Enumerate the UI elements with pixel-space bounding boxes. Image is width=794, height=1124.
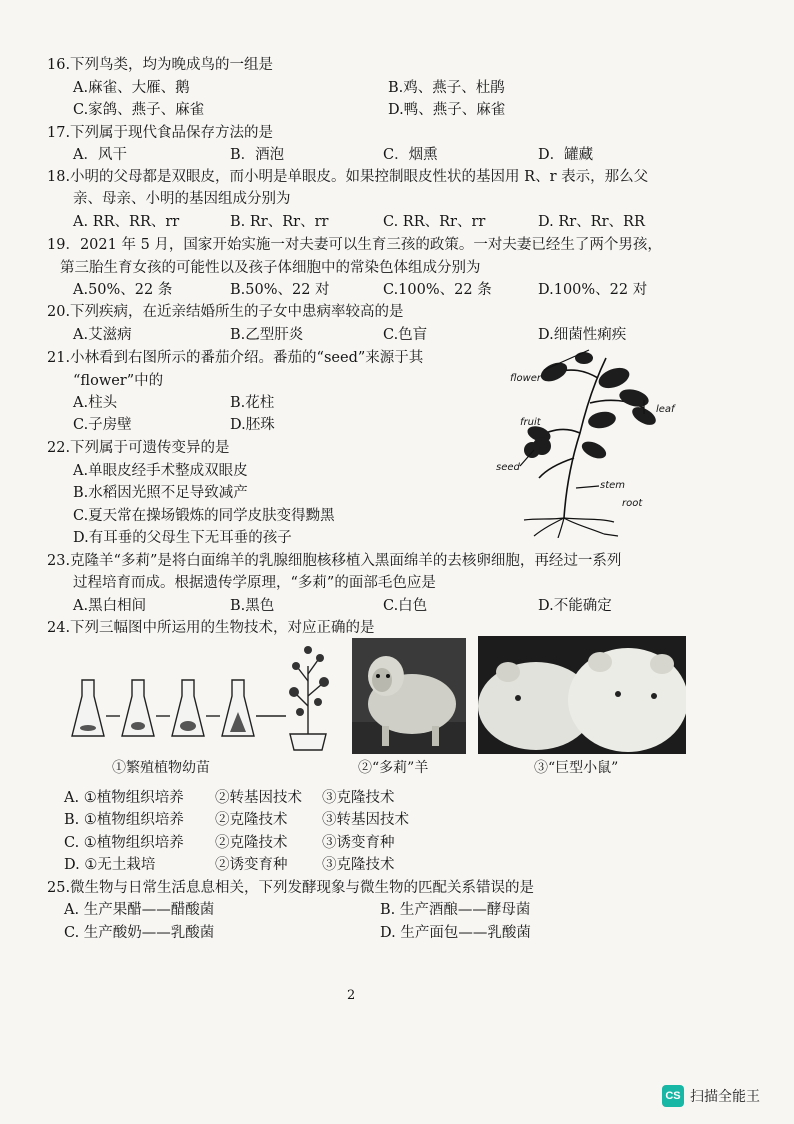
question-18-stem: 18.小明的父母都是双眼皮，而小明是单眼皮。如果控制眼皮性状的基因用 R、r 表示，那么父 (47, 169, 649, 185)
q19-option-a: A.50%、22 条 (73, 282, 173, 298)
q24-option-d-2: ②诱变育种 (215, 857, 288, 873)
q24-option-b-3: ③转基因技术 (322, 812, 409, 828)
q23-option-a: A.黑白相间 (73, 598, 147, 614)
question-24-stem: 24.下列三幅图中所运用的生物技术，对应正确的是 (47, 620, 375, 636)
question-16-stem: 16.下列鸟类，均为晚成鸟的一组是 (47, 57, 274, 73)
q20-option-b: B.乙型肝炎 (230, 327, 304, 343)
q24-option-a-2: ②转基因技术 (215, 790, 302, 806)
camscanner-logo-icon: CS (662, 1085, 684, 1107)
q23-option-d: D.不能确定 (538, 598, 612, 614)
q25-option-c: C. 生产酸奶——乳酸菌 (64, 925, 215, 941)
question-18-stem-line2: 亲、母亲、小明的基因组成分别为 (73, 191, 291, 207)
q16-option-c: C.家鸽、燕子、麻雀 (73, 102, 205, 118)
q17-option-b: B．酒泡 (230, 147, 285, 163)
q21-option-b: B.花柱 (230, 395, 275, 411)
tomato-label-stem: stem (600, 480, 626, 491)
q20-option-c: C.色盲 (383, 327, 428, 343)
q22-option-c: C.夏天常在操场锻炼的同学皮肤变得黝黑 (73, 508, 335, 524)
q24-option-d-3: ③克隆技术 (322, 857, 395, 873)
figure1-caption: ①繁殖植物幼苗 (112, 760, 210, 776)
q18-option-d: D. Rr、Rr、RR (538, 214, 645, 230)
q22-option-a: A.单眼皮经手术整成双眼皮 (73, 463, 248, 479)
tomato-label-fruit: fruit (520, 417, 541, 428)
question-21-stem: 21.小林看到右图所示的番茄介绍。番茄的“seed”来源于其 (47, 350, 424, 366)
q24-option-d-1: D. ①无土栽培 (64, 857, 156, 873)
tomato-label-root: root (622, 498, 643, 509)
question-17-stem: 17.下列属于现代食品保存方法的是 (47, 125, 274, 141)
q19-option-b: B.50%、22 对 (230, 282, 330, 298)
camscanner-watermark (662, 1085, 760, 1107)
tomato-label-leaf: leaf (656, 404, 675, 415)
q21-option-a: A.柱头 (73, 395, 118, 411)
camscanner-text: 扫描全能王 (690, 1089, 760, 1105)
figure2-caption: ②“多莉”羊 (358, 760, 429, 776)
q20-option-a: A.艾滋病 (73, 327, 132, 343)
q17-option-a: A．风干 (73, 147, 127, 163)
q22-option-b: B.水稻因光照不足导致减产 (73, 485, 248, 501)
q19-option-c: C.100%、22 条 (383, 282, 492, 298)
q16-option-b: B.鸡、燕子、杜鹃 (388, 80, 505, 96)
q19-option-d: D.100%、22 对 (538, 282, 648, 298)
q24-option-c-1: C. ①植物组织培养 (64, 835, 184, 851)
q23-option-b: B.黑色 (230, 598, 275, 614)
giant-mouse-photo (478, 636, 686, 754)
q24-option-b-1: B. ①植物组织培养 (64, 812, 184, 828)
tomato-plant-figure (494, 338, 674, 538)
q17-option-c: C．烟熏 (383, 147, 438, 163)
dolly-sheep-photo (352, 638, 466, 754)
q21-option-c: C.子房壁 (73, 417, 132, 433)
q24-option-a-1: A. ①植物组织培养 (64, 790, 184, 806)
tomato-label-flower: flower (510, 373, 542, 384)
question-19-stem-line2: 第三胎生育女孩的可能性以及孩子体细胞中的常染色体组成分别为 (60, 260, 481, 276)
q18-option-c: C. RR、Rr、rr (383, 214, 486, 230)
q21-option-d: D.胚珠 (230, 417, 275, 433)
q24-option-c-2: ②克隆技术 (215, 835, 288, 851)
q24-option-a-3: ③克隆技术 (322, 790, 395, 806)
question-22-stem: 22.下列属于可遗传变异的是 (47, 440, 230, 456)
figure3-caption: ③“巨型小鼠” (534, 760, 619, 776)
q16-option-d: D.鸭、燕子、麻雀 (388, 102, 506, 118)
q25-option-a: A. 生产果醋——醋酸菌 (64, 902, 215, 918)
q18-option-b: B. Rr、Rr、rr (230, 214, 329, 230)
tissue-culture-figure (60, 636, 342, 752)
q24-option-c-3: ③诱变育种 (322, 835, 395, 851)
q23-option-c: C.白色 (383, 598, 428, 614)
q16-option-a: A.麻雀、大雁、鹅 (73, 80, 190, 96)
question-21-stem-line2: “flower”中的 (73, 373, 164, 389)
question-20-stem: 20.下列疾病，在近亲结婚所生的子女中患病率较高的是 (47, 304, 404, 320)
q22-option-d: D.有耳垂的父母生下无耳垂的孩子 (73, 530, 292, 546)
question-23-stem: 23.克隆羊“多莉”是将白面绵羊的乳腺细胞核移植入黑面绵羊的去核卵细胞，再经过一系列 (47, 553, 622, 569)
q25-option-b: B. 生产酒酿——酵母菌 (380, 902, 531, 918)
page-number: 2 (347, 988, 356, 1003)
question-23-stem-line2: 过程培育而成。根据遗传学原理，“多莉”的面部毛色应是 (73, 575, 436, 591)
tomato-label-seed: seed (496, 462, 520, 473)
q25-option-d: D. 生产面包——乳酸菌 (380, 925, 531, 941)
q24-option-b-2: ②克隆技术 (215, 812, 288, 828)
q20-option-d: D.细菌性痢疾 (538, 327, 627, 343)
question-25-stem: 25.微生物与日常生活息息相关，下列发酵现象与微生物的匹配关系错误的是 (47, 880, 535, 896)
q18-option-a: A. RR、RR、rr (73, 214, 180, 230)
question-19-stem: 19．2021 年 5 月，国家开始实施一对夫妻可以生育三孩的政策。一对夫妻已经生了两个男孩， (47, 237, 662, 253)
q17-option-d: D．罐藏 (538, 147, 594, 163)
